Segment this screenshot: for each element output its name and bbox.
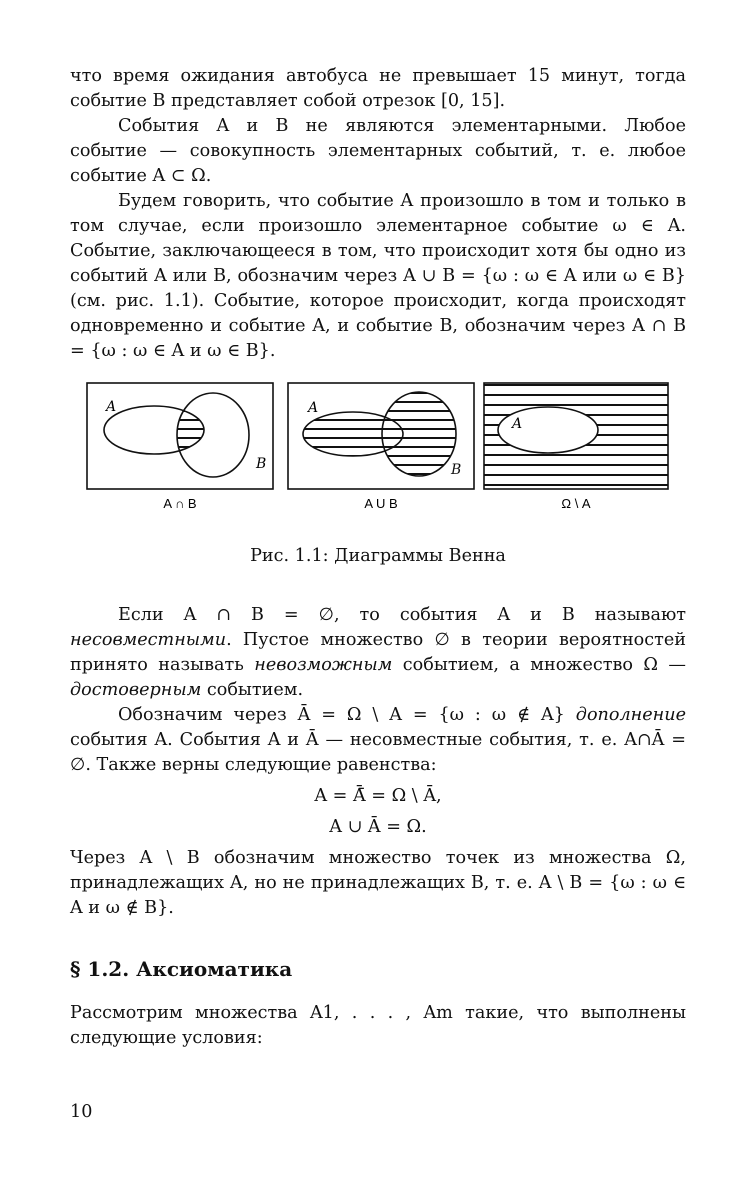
panel-union bbox=[288, 383, 474, 489]
panel-label-union: A U B bbox=[364, 496, 398, 511]
term-incompatible: несовместными bbox=[70, 630, 227, 650]
venn-diagrams bbox=[86, 380, 670, 530]
panel-complement bbox=[484, 383, 668, 489]
formula-2: A ∪ Ā = Ω. bbox=[329, 817, 427, 837]
paragraph-3: Будем говорить, что событие A произошло в том и только в том случае, если произошло элементарное событие ω ∈ A. Событие, заключающееся в том, что происходит хотя бы одно из событий A или B, обозначим через A ∪ B = {ω : ω ∈ A или ω ∈ B} (см. рис. 1.1). Событие, которое происходит, когда происходят одновременно и событие A, и событие B, обозначим через A ∩ B = {ω : ω ∈ A и ω ∈ B}. bbox=[70, 191, 686, 361]
p5-text-2: события A. События A и Ā — несовместные события, т. е. A∩Ā = ∅. Также верны следующие равенства: bbox=[70, 730, 686, 775]
p4-text-2: . Пустое множество ∅ в теории вероятностей принято называть bbox=[70, 630, 686, 675]
p4-text-4: событием. bbox=[201, 680, 304, 700]
paragraph-2: События A и B не являются элементарными. Любое событие — совокупность элементарных событий, т. е. любое событие A ⊂ Ω. bbox=[70, 116, 686, 186]
p5-text-1: Обозначим через Ā = Ω \ A = {ω : ω ∉ A} bbox=[118, 705, 576, 725]
section-heading: § 1.2. Аксиоматика bbox=[70, 957, 293, 981]
page-number: 10 bbox=[70, 1102, 93, 1122]
label-b-2: B bbox=[451, 462, 462, 478]
formula-1: A = Ā̄ = Ω \ Ā, bbox=[314, 786, 442, 806]
paragraph-5 bbox=[70, 703, 686, 778]
label-b-1: B bbox=[256, 456, 267, 472]
panel-label-complement: Ω \ A bbox=[561, 496, 591, 511]
label-a-1: A bbox=[106, 399, 117, 415]
term-impossible: невозможным bbox=[254, 655, 393, 675]
p4-text-3: событием, а множество Ω — bbox=[392, 655, 686, 675]
paragraph-1: что время ожидания автобуса не превышает 15 минут, тогда событие B представляет собой отрезок [0, 15]. bbox=[70, 66, 686, 111]
figure-caption: Рис. 1.1: Диаграммы Венна bbox=[250, 546, 506, 566]
term-complement: дополнение bbox=[575, 705, 686, 725]
term-certain: достоверным bbox=[70, 680, 202, 700]
venn-figure bbox=[70, 380, 686, 530]
page-content bbox=[70, 64, 686, 1051]
label-a-2: A bbox=[308, 400, 319, 416]
p4-text-1: Если A ∩ B = ∅, то события A и B называют bbox=[118, 605, 686, 625]
paragraph-7: Рассмотрим множества A1, . . . , Am такие, что выполнены следующие условия: bbox=[70, 1003, 686, 1048]
paragraph-6: Через A \ B обозначим множество точек из множества Ω, принадлежащих A, но не принадлежащих B, т. е. A \ B = {ω : ω ∈ A и ω ∉ B}. bbox=[70, 848, 686, 918]
panel-intersection bbox=[87, 383, 273, 489]
label-a-3: A bbox=[512, 416, 523, 432]
paragraph-4 bbox=[70, 603, 686, 703]
panel-label-intersection: A ∩ B bbox=[163, 496, 197, 511]
